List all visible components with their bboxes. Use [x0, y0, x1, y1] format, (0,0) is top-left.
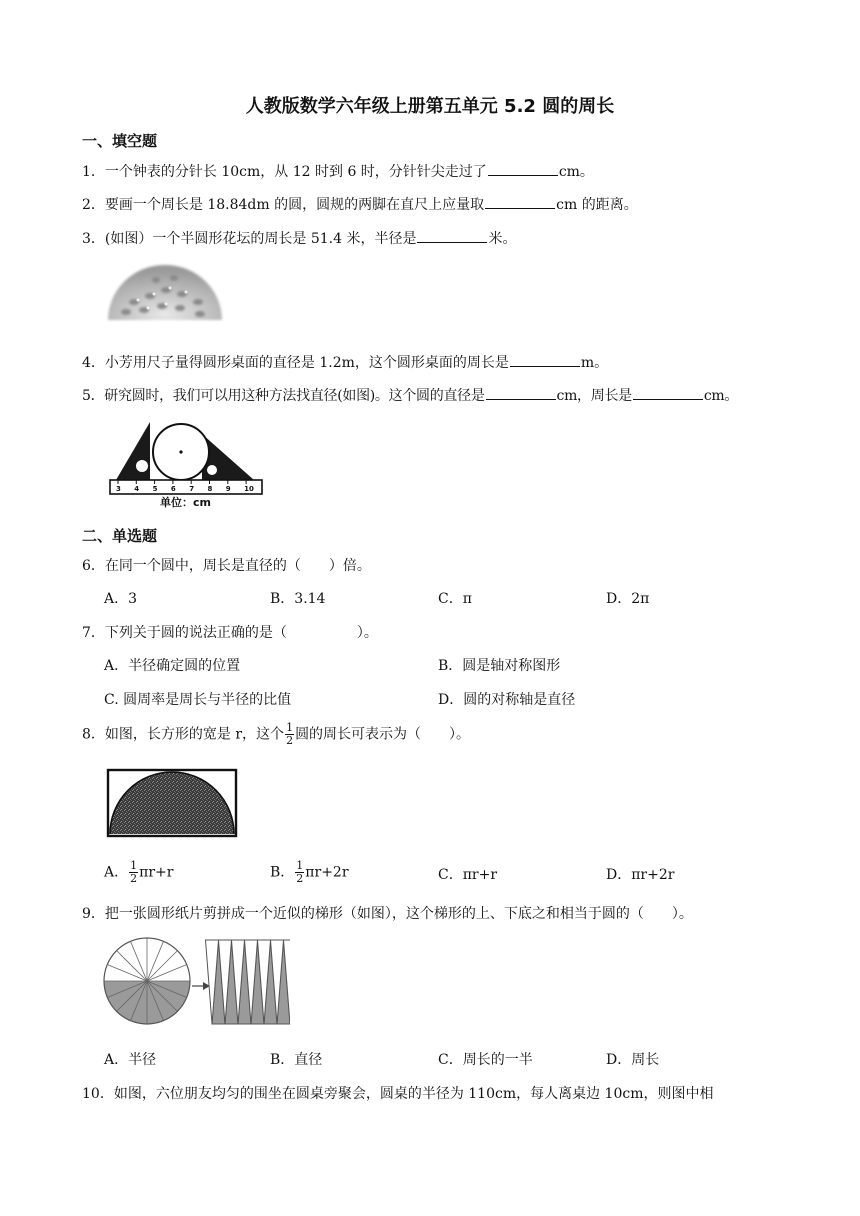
option-b[interactable]: B． $\frac{1}{2}$ πr+2r [270, 859, 349, 885]
question-5 [82, 385, 738, 405]
fraction-half: $\frac{1}{2}$ [286, 721, 294, 747]
ruler-tick-label: 10 [244, 485, 254, 493]
option-a[interactable]: A．3 [104, 591, 138, 607]
ruler-tick-label: 4 [134, 485, 140, 493]
semicircle-flowerbed-figure [104, 260, 226, 326]
ruler-circle-figure [104, 418, 268, 510]
circle-to-trapezoid-figure [100, 934, 290, 1030]
sector-line [147, 951, 177, 981]
option-d[interactable]: D．圆的对称轴是直径 [438, 692, 576, 708]
question-1-unit: cm。 [558, 164, 594, 180]
answer-blank[interactable] [488, 161, 558, 176]
question-8 [82, 722, 470, 747]
question-2 [82, 194, 638, 214]
option-a[interactable]: A． $\frac{1}{2}$ πr+r [104, 859, 174, 885]
ruler-tick-label: 5 [152, 485, 158, 493]
question-5-mid: cm，周长是 [556, 388, 632, 404]
question-4 [82, 352, 608, 372]
option-c[interactable]: C．πr+r [438, 867, 498, 883]
option-b[interactable]: B．3.14 [270, 591, 326, 607]
question-4-unit: m。 [580, 355, 609, 371]
answer-blank[interactable] [485, 194, 555, 209]
option-c[interactable]: C. 圆周率是周长与半径的比值 [104, 692, 292, 708]
question-1 [82, 161, 594, 181]
section-single-choice: 二、单选题 [82, 527, 158, 545]
question-1-text: 1．一个钟表的分针长 10cm，从 12 时到 6 时，分针针尖走过了 [82, 164, 487, 180]
answer-blank[interactable] [633, 385, 703, 400]
option-d[interactable]: D．周长 [606, 1052, 660, 1068]
ruler-tick-label: 6 [170, 485, 176, 493]
question-9: 9．把一张圆形纸片剪拼成一个近似的梯形（如图），这个梯形的上、下底之和相当于圆的（ ）。 [82, 906, 693, 922]
option-c[interactable]: C．π [438, 591, 472, 607]
question-10: 10．如图，六位朋友均匀的围坐在圆桌旁聚会，圆桌的半径为 110cm，每人离桌边 10cm，则图中相 [82, 1086, 714, 1102]
question-6: 6．在同一个圆中，周长是直径的（ ）倍。 [82, 558, 371, 574]
unit-label: 单位：cm [160, 496, 211, 509]
option-c[interactable]: C．周长的一半 [438, 1052, 533, 1068]
question-3 [82, 228, 516, 248]
question-5-unit: cm。 [703, 388, 739, 404]
question-2-unit: cm 的距离。 [556, 197, 638, 213]
ruler-tick-label: 8 [207, 485, 213, 493]
answer-blank[interactable] [486, 385, 556, 400]
answer-blank[interactable] [417, 228, 487, 243]
section-fill-in: 一、填空题 [82, 132, 158, 150]
question-4-text: 4．小芳用尺子量得圆形桌面的直径是 1.2m，这个圆形桌面的周长是 [82, 355, 509, 371]
question-8-text: 8．如图，长方形的宽是 r，这个 [82, 726, 285, 743]
option-b[interactable]: B．直径 [270, 1052, 323, 1068]
option-d[interactable]: D．πr+2r [606, 867, 675, 883]
question-3-text: 3．(如图）一个半圆形花坛的周长是 51.4 米，半径是 [82, 231, 417, 247]
sector-line [117, 951, 147, 981]
ruler-tick-label: 9 [225, 485, 231, 493]
question-7: 7．下列关于圆的说法正确的是（ ）。 [82, 625, 378, 641]
question-5-text: 5．研究圆时，我们可以用这种方法找直径(如图)。这个圆的直径是 [82, 388, 485, 404]
answer-blank[interactable] [510, 352, 580, 367]
option-a[interactable]: A．半径 [104, 1052, 157, 1068]
question-3-unit: 米。 [488, 231, 517, 247]
page-title: 人教版数学六年级上册第五单元 5.2 圆的周长 [245, 96, 615, 117]
semicircle-rectangle-figure [104, 766, 240, 840]
option-d[interactable]: D．2π [606, 591, 650, 607]
option-b[interactable]: B．圆是轴对称图形 [438, 658, 561, 674]
ruler-tick-label: 3 [116, 485, 121, 493]
ruler-tick-label: 7 [189, 485, 195, 493]
option-a[interactable]: A．半径确定圆的位置 [104, 658, 241, 674]
question-2-text: 2．要画一个周长是 18.84dm 的圆，圆规的两脚在直尺上应量取 [82, 197, 485, 213]
question-8-text-end: 圆的周长可表示为（ ）。 [295, 726, 471, 743]
